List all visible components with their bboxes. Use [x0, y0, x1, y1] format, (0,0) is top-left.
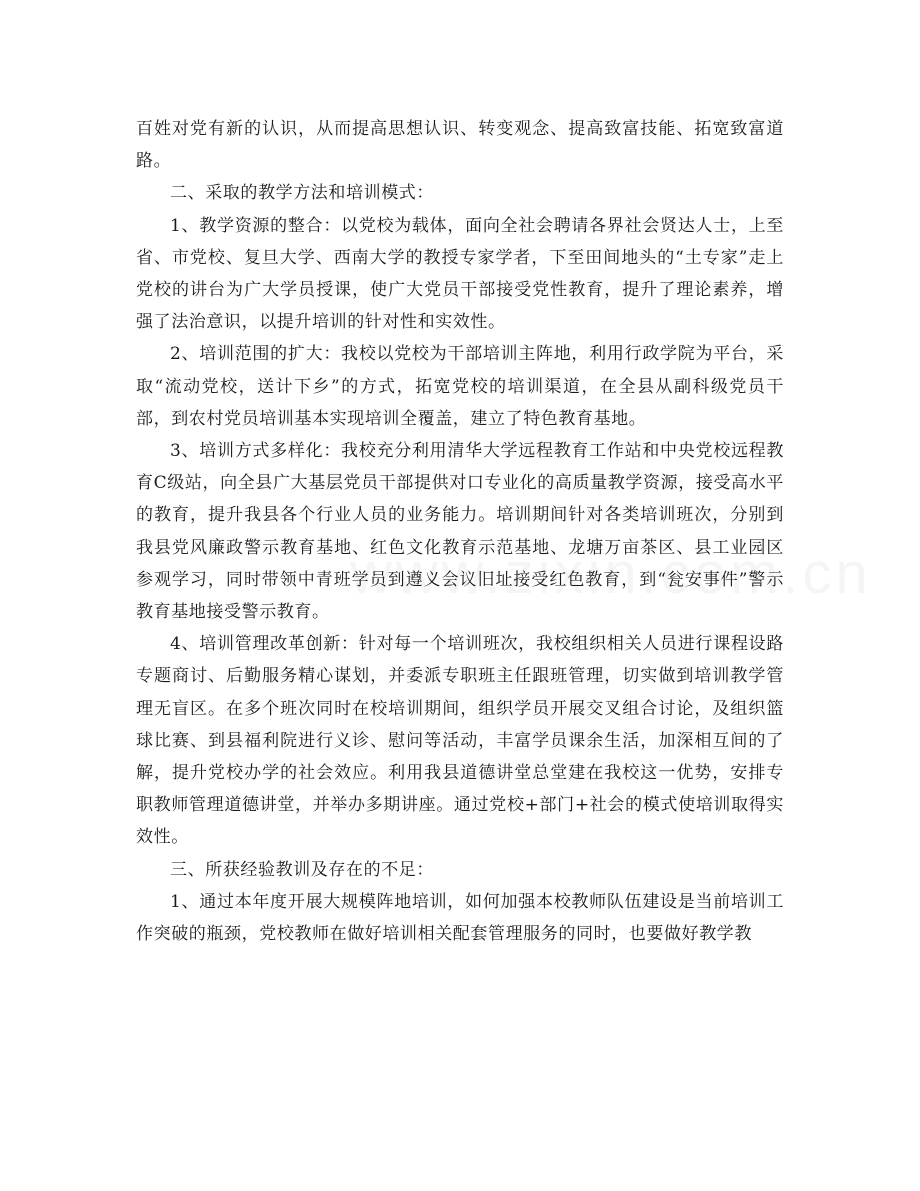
paragraph-management-reform: 4、培训管理改革创新：针对每一个培训班次，我校组织相关人员进行课程设路专题商讨、后勤服务精心谋划，并委派专职班主任跟班管理，切实做到培训教学管理无盲区。在多个班次同时在校培训期间，组织学员开展交叉组合讨论，及组织篮球比赛、到县福利院进行义诊、慰问等活动，丰富学员课余生活，加深相互间的了解，提升党校办学的社会效应。利用我县道德讲堂总堂建在我校这一优势，安排专职教师管理道德讲堂，并举办多期讲座。通过党校+部门+社会的模式使培训取得实效性。	[136, 634, 784, 848]
paragraph-experience: 1、通过本年度开展大规模阵地培训，如何加强本校教师队伍建设是当前培训工作突破的瓶颈，党校教师在做好培训相关配套管理服务的同时，也要做好教学教	[136, 891, 784, 945]
paragraph-resource-integration: 1、教学资源的整合：以党校为载体，面向全社会聘请各界社会贤达人士，上至省、市党校、复旦大学、西南大学的教授专家学者，下至田间地头的“土专家”走上党校的讲台为广大学员授课，使广大党员干部接受党性教育，提升了理论素养，增强了法治意识，以提升培训的针对性和实效性。	[136, 215, 784, 333]
document-body	[136, 113, 784, 950]
paragraph-continuation: 百姓对党有新的认识，从而提高思想认识、转变观念、提高致富技能、拓宽致富道路。	[136, 119, 784, 172]
paragraph-training-scope: 2、培训范围的扩大：我校以党校为干部培训主阵地，利用行政学院为平台，采取“流动党校，送计下乡”的方式，拓宽党校的培训渠道，在全县从副科级党员干部，到农村党员培训基本实现培训全覆盖，建立了特色教育基地。	[136, 344, 784, 429]
section-heading-3: 三、所获经验教训及存在的不足：	[170, 859, 434, 880]
section-heading-2: 二、采取的教学方法和培训模式：	[170, 183, 434, 204]
paragraph-training-methods: 3、培训方式多样化：我校充分利用清华大学远程教育工作站和中央党校远程教育C级站，向全县广大基层党员干部提供对口专业化的高质量教学资源，接受高水平的教育，提升我县各个行业人员的业务能力。培训期间针对各类培训班次，分别到我县党风廉政警示教育基地、红色文化教育示范基地、龙塘万亩茶区、县工业园区参观学习，同时带领中青班学员到遵义会议旧址接受红色教育，到“瓮安事件”警示教育基地接受警示教育。	[136, 441, 784, 623]
